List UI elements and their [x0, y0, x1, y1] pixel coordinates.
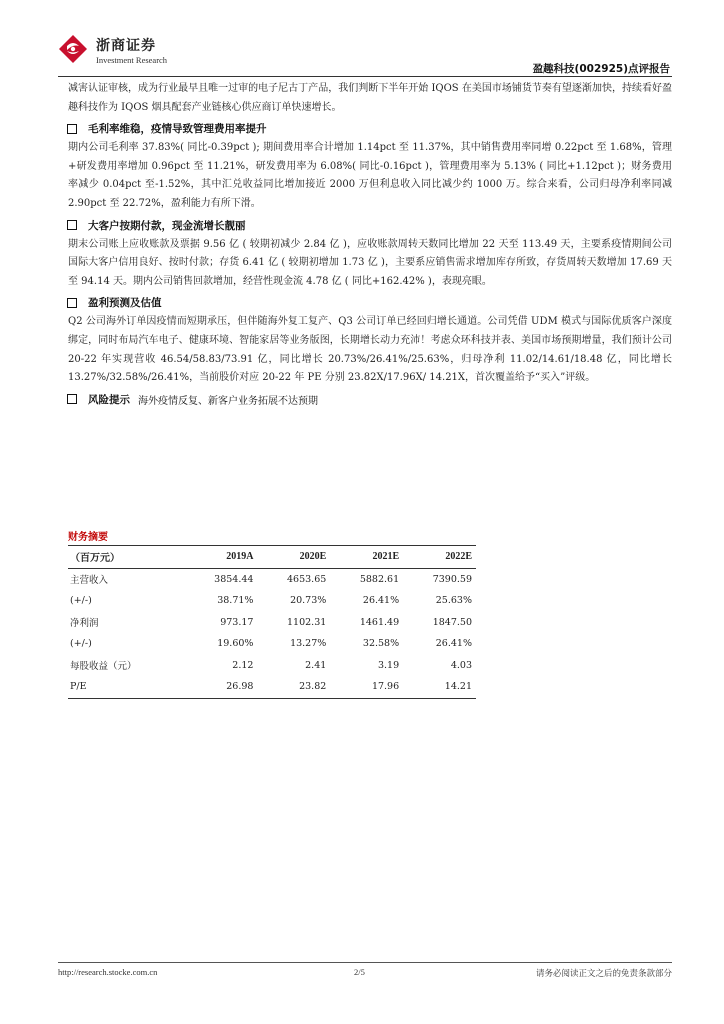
brand-logo-icon [58, 34, 88, 64]
table-cell: 20.73% [290, 595, 327, 607]
checkbox-bullet-icon [67, 298, 77, 308]
table-cell: 26.41% [435, 638, 472, 650]
financial-summary-table [68, 545, 476, 699]
table-cell: 4653.65 [287, 573, 327, 585]
table-cell: 26.41% [362, 595, 400, 607]
brand-name-en: Investment Research [96, 55, 168, 65]
table-cell: 13.27% [290, 638, 327, 650]
table-header-cell: 2019A [226, 551, 254, 563]
table-row [68, 590, 476, 612]
table-cell: 14.21 [444, 681, 472, 693]
table-row-label: P/E [70, 681, 87, 693]
footer-url: http://research.stocke.com.cn [58, 967, 158, 977]
table-row-label: 净利润 [70, 618, 99, 630]
section-heading [68, 293, 672, 312]
financial-table-caption: 财务摘要 [68, 532, 108, 543]
risk-heading [68, 390, 672, 409]
table-header-cell: 2020E [299, 551, 327, 563]
table-row-label: (+/-) [70, 595, 92, 607]
table-row [68, 568, 476, 590]
table-cell: 19.60% [217, 638, 254, 650]
table-row-label: 主营收入 [70, 575, 109, 587]
table-row [68, 655, 476, 677]
table-cell: 2.12 [232, 659, 254, 671]
table-row [68, 676, 476, 698]
brand-name: 浙商证券 [96, 38, 156, 54]
checkbox-bullet-icon [67, 394, 77, 404]
table-cell: 4.03 [450, 659, 472, 671]
section-paragraph: 期内公司毛利率 37.83%( 同比-0.39pct ); 期间费用率合计增加 1.14pct 至 11.37%，其中销售费用率同增 0.22pct 至 1.68%，管理+研发费用率增加 0.96pct 至 11.21%，研发费用率为 6.08%( 同比-0.16pct )，管理费用率为 5.13% ( 同比+1.12pct )；财务费用率减少 0.04pct 至-1.52%，其中汇兑收益同比增加接近 2000 万但利息收入同比减少约 1000 万。综合来看，公司归母净利率同减 2.90pct 至 22.72%，盈利能力有所下滑。 [68, 142, 672, 209]
section-title: 盈利预测及估值 [88, 297, 162, 310]
table-cell: 1102.31 [287, 616, 327, 628]
report-title: 盈趣科技(002925)点评报告 [532, 63, 670, 75]
table-cell: 17.96 [371, 681, 400, 693]
table-cell: 3.19 [377, 659, 400, 671]
table-cell: 7390.59 [432, 573, 472, 585]
page-header [58, 28, 672, 77]
risk-title: 风险提示 [88, 393, 130, 406]
table-cell: 5882.61 [359, 573, 400, 585]
intro-paragraph: 减害认证审核，成为行业最早且唯一过审的电子尼古丁产品，我们判断下半年开始 IQOS 在美国市场铺货节奏有望逐渐加快，持续看好盈趣科技作为 IQOS 烟具配套产业链核心供应商订单快速增长。 [68, 83, 672, 113]
table-cell: 38.71% [217, 595, 254, 607]
section-title: 毛利率维稳，疫情导致管理费用率提升 [88, 123, 267, 136]
table-cell: 3854.44 [214, 573, 254, 585]
page-number: 2/5 [354, 967, 365, 977]
section-paragraph: 期末公司账上应收账款及票据 9.56 亿 ( 较期初减少 2.84 亿 )，应收账款周转天数同比增加 22 天至 113.49 天，主要系疫情期间公司国际大客户信用良好、按时付款；存货 6.41 亿 ( 较期初增加 1.73 亿 )，主要系应销售需求增加库存所致，存货周转天数增加 17.69 天至 94.14 天。期内公司销售回款增加，经营性现金流 4.78 亿 ( 同比+162.42% )，表现亮眼。 [68, 238, 672, 287]
table-header-cell: 2022E [445, 551, 472, 563]
table-row-label: 每股收益（元） [70, 661, 137, 673]
table-cell: 1847.50 [432, 616, 472, 628]
table-cell: 25.63% [435, 595, 472, 607]
section-heading [68, 119, 672, 138]
table-cell: 2.41 [305, 659, 327, 671]
table-row [68, 633, 476, 655]
section-heading [68, 216, 672, 235]
risk-text: 海外疫情反复、新客户业务拓展不达预期 [138, 395, 318, 407]
section-title: 大客户按期付款，现金流增长靓丽 [88, 219, 246, 232]
section-paragraph: Q2 公司海外订单因疫情而短期承压，但伴随海外复工复产、Q3 公司订单已经回归增长通道。公司凭借 UDM 模式与国际优质客户深度绑定，同时布局汽车电子、健康环境、智能家居等业务版图，长期增长动力充沛！考虑众环科技并表、美国市场预期增量，我们预计公司 20-22 年实现营收 46.54/58.83/73.91 亿，同比增长 20.73%/26.41%/25.63%，归母净利 11.02/14.61/18.48 亿，同比增长 13.27%/32.58%/26.41%，当前股价对应 20-22 年 PE 分别 23.82X/17.96X/ 14.21X，首次覆盖给予“买入”评级。 [68, 316, 672, 384]
table-row-label: (+/-) [70, 638, 92, 650]
table-cell: 32.58% [362, 638, 400, 650]
checkbox-bullet-icon [67, 124, 77, 134]
report-body [68, 80, 672, 410]
table-header-cell: 2021E [372, 551, 400, 563]
table-cell: 973.17 [220, 616, 254, 628]
table-cell: 1461.49 [359, 616, 400, 628]
disclaimer-note: 请务必阅读正文之后的免责条款部分 [535, 969, 672, 979]
page-footer [58, 962, 672, 983]
checkbox-bullet-icon [67, 220, 77, 230]
table-cell: 26.98 [226, 681, 254, 693]
table-header-cell: （百万元） [70, 553, 120, 565]
table-row [68, 612, 476, 634]
table-cell: 23.82 [299, 681, 327, 693]
table-header-row [68, 546, 476, 569]
